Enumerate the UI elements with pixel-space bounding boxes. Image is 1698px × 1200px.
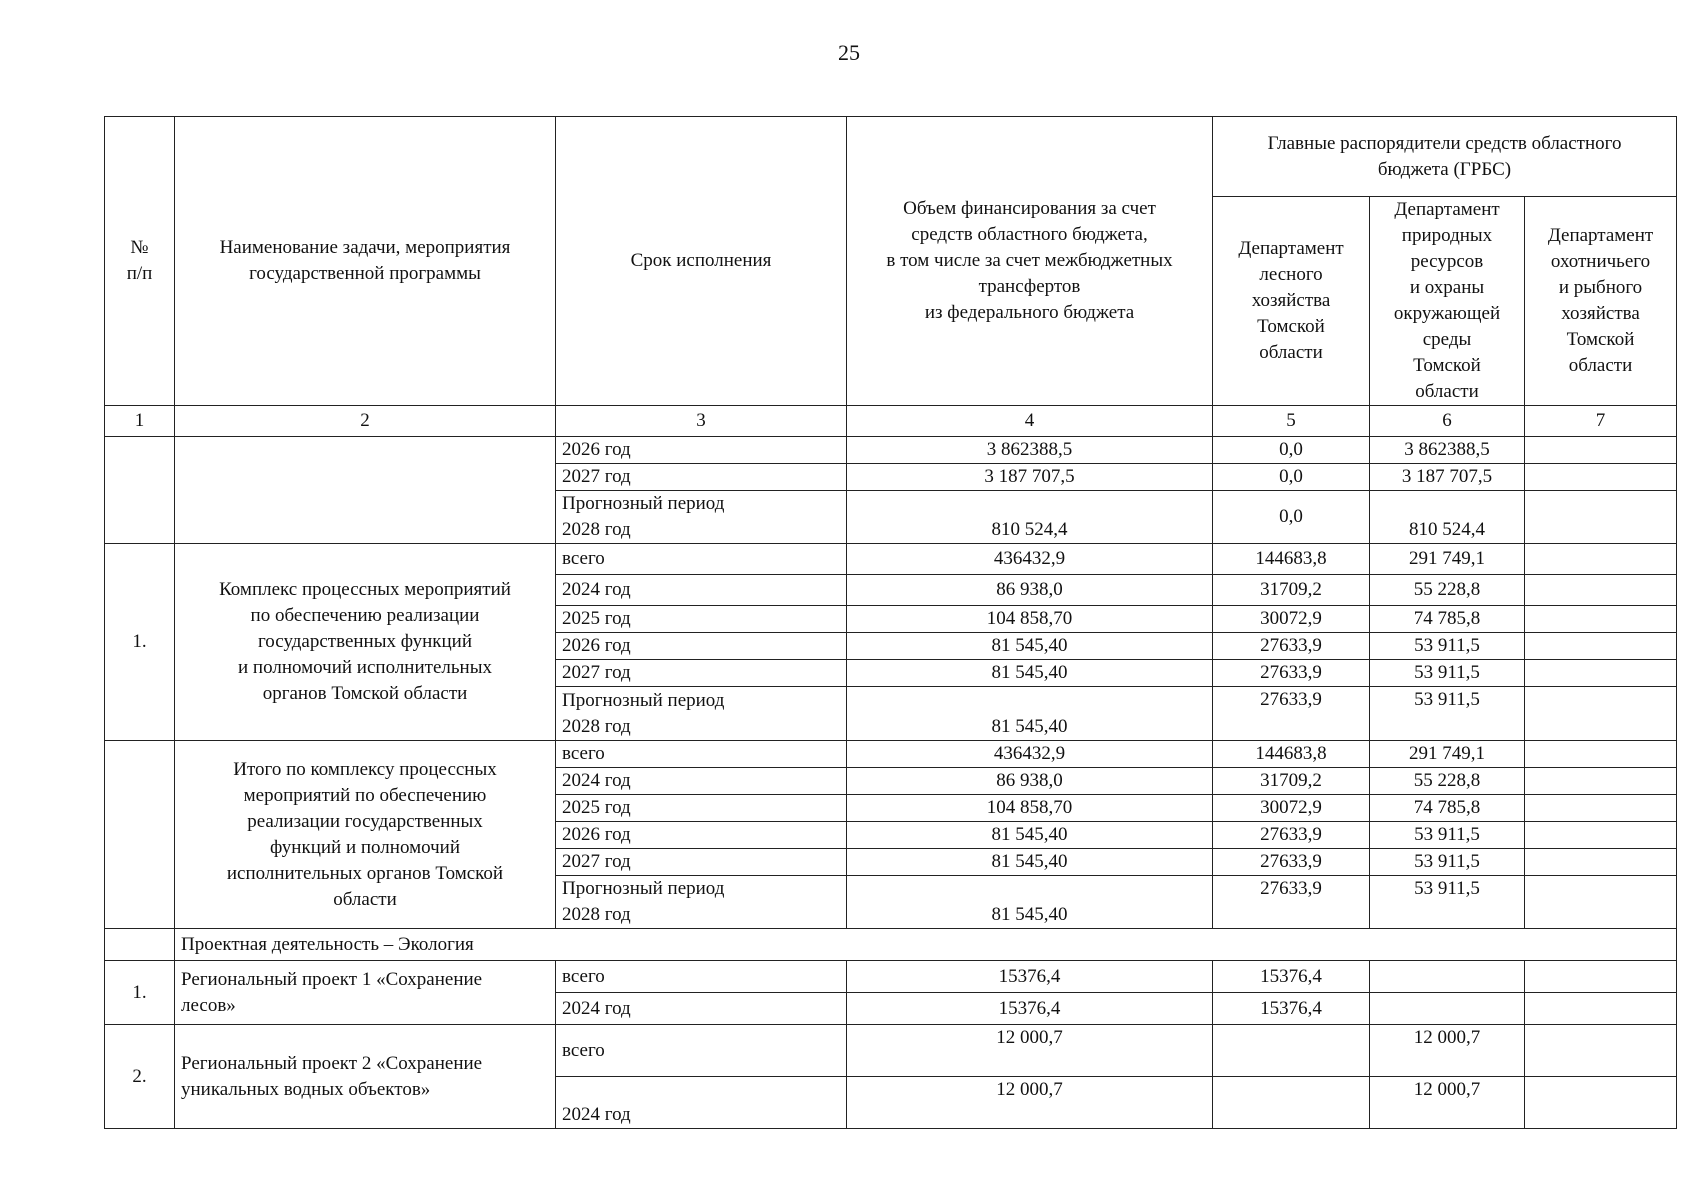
dept-forest-cell: 27633,9 (1213, 849, 1370, 876)
dept-hunting-cell (1525, 822, 1677, 849)
header-grbs: Главные распорядители средств областного бюджета (ГРБС) (1213, 117, 1677, 197)
dept-forest-cell: 31709,2 (1213, 575, 1370, 606)
volume-cell: 436432,9 (847, 741, 1213, 768)
term-cell: 2026 год (556, 633, 847, 660)
col-index-6: 6 (1370, 406, 1525, 437)
dept-nature-cell (1370, 993, 1525, 1025)
dept-nature-cell: 3 862388,5 (1370, 437, 1525, 464)
term-cell: 2024 год (556, 768, 847, 795)
dept-nature-cell: 3 187 707,5 (1370, 464, 1525, 491)
dept-forest-cell: 30072,9 (1213, 606, 1370, 633)
dept-forest-cell: 27633,9 (1213, 876, 1370, 929)
cont-num-cell (105, 437, 175, 544)
total-name: Итого по комплексу процессных мероприятий по обеспечению реализации государственных функций и полномочий исполнительных органов Томской области (175, 741, 556, 929)
section-title: Проектная деятельность – Экология (175, 929, 1677, 961)
term-cell: 2027 год (556, 849, 847, 876)
term-cell: 2024 год (556, 575, 847, 606)
dept-hunting-cell (1525, 741, 1677, 768)
term-cell: всего (556, 741, 847, 768)
term-cell: 2026 год (556, 437, 847, 464)
col-index-1: 1 (105, 406, 175, 437)
dept-nature-cell: 53 911,5 (1370, 687, 1525, 741)
column-index-row (105, 406, 1677, 437)
table-row (105, 544, 1677, 575)
dept-hunting-cell (1525, 768, 1677, 795)
term-cell: Прогнозный период 2028 год (556, 491, 847, 544)
term-cell: 2027 год (556, 660, 847, 687)
volume-cell: 81 545,40 (847, 876, 1213, 929)
dept-forest-cell: 144683,8 (1213, 741, 1370, 768)
dept-nature-cell: 810 524,4 (1370, 491, 1525, 544)
cont-name-cell (175, 437, 556, 544)
dept-nature-cell: 55 228,8 (1370, 768, 1525, 795)
dept-nature-cell: 12 000,7 (1370, 1077, 1525, 1129)
dept-hunting-cell (1525, 1077, 1677, 1129)
dept-forest-cell (1213, 1077, 1370, 1129)
dept-hunting-cell (1525, 1025, 1677, 1077)
header-term: Срок исполнения (556, 117, 847, 406)
dept-forest-cell: 0,0 (1213, 464, 1370, 491)
total-num-cell (105, 741, 175, 929)
dept-nature-cell: 53 911,5 (1370, 849, 1525, 876)
dept-hunting-cell (1525, 660, 1677, 687)
term-cell: всего (556, 961, 847, 993)
col-index-2: 2 (175, 406, 556, 437)
header-name: Наименование задачи, мероприятия государственной программы (175, 117, 556, 406)
term-cell: 2025 год (556, 795, 847, 822)
term-cell: всего (556, 1025, 847, 1077)
header-dept-nature: Департамент природных ресурсов и охраны окружающей среды Томской области (1370, 197, 1525, 406)
term-cell: 2024 год (556, 993, 847, 1025)
table-row (105, 961, 1677, 993)
dept-hunting-cell (1525, 795, 1677, 822)
dept-hunting-cell (1525, 491, 1677, 544)
dept-hunting-cell (1525, 633, 1677, 660)
header-dept-hunting: Департамент охотничьего и рыбного хозяйства Томской области (1525, 197, 1677, 406)
volume-cell: 81 545,40 (847, 849, 1213, 876)
volume-cell: 810 524,4 (847, 491, 1213, 544)
dept-forest-cell: 27633,9 (1213, 633, 1370, 660)
term-cell: всего (556, 544, 847, 575)
dept-hunting-cell (1525, 993, 1677, 1025)
dept-forest-cell: 0,0 (1213, 491, 1370, 544)
volume-cell: 436432,9 (847, 544, 1213, 575)
volume-cell: 86 938,0 (847, 768, 1213, 795)
volume-cell: 81 545,40 (847, 687, 1213, 741)
volume-cell: 86 938,0 (847, 575, 1213, 606)
project-name: Региональный проект 2 «Сохранение уникальных водных объектов» (175, 1025, 556, 1129)
row-number: 2. (105, 1025, 175, 1129)
header-num: № п/п (105, 117, 175, 406)
dept-nature-cell: 53 911,5 (1370, 633, 1525, 660)
dept-hunting-cell (1525, 961, 1677, 993)
volume-cell: 15376,4 (847, 993, 1213, 1025)
page-number: 25 (838, 40, 860, 65)
col-index-4: 4 (847, 406, 1213, 437)
dept-forest-cell: 31709,2 (1213, 768, 1370, 795)
dept-forest-cell: 27633,9 (1213, 687, 1370, 741)
dept-nature-cell: 53 911,5 (1370, 876, 1525, 929)
dept-forest-cell: 0,0 (1213, 437, 1370, 464)
volume-cell: 3 862388,5 (847, 437, 1213, 464)
dept-hunting-cell (1525, 464, 1677, 491)
dept-nature-cell: 74 785,8 (1370, 795, 1525, 822)
row-number: 1. (105, 961, 175, 1025)
header-row (105, 117, 1677, 197)
dept-hunting-cell (1525, 876, 1677, 929)
volume-cell: 81 545,40 (847, 822, 1213, 849)
term-cell: 2025 год (556, 606, 847, 633)
header-dept-forest: Департамент лесного хозяйства Томской области (1213, 197, 1370, 406)
header-volume: Объем финансирования за счет средств областного бюджета, в том числе за счет межбюджетных трансфертов из федерального бюджета (847, 117, 1213, 406)
dept-hunting-cell (1525, 849, 1677, 876)
dept-hunting-cell (1525, 606, 1677, 633)
task-name: Комплекс процессных мероприятий по обеспечению реализации государственных функций и полномочий исполнительных органов Томской области (175, 544, 556, 741)
volume-cell: 104 858,70 (847, 606, 1213, 633)
term-cell: 2027 год (556, 464, 847, 491)
table-row (105, 741, 1677, 768)
table-row (105, 1025, 1677, 1077)
dept-nature-cell: 55 228,8 (1370, 575, 1525, 606)
project-name: Региональный проект 1 «Сохранение лесов» (175, 961, 556, 1025)
volume-cell: 12 000,7 (847, 1025, 1213, 1077)
term-cell: 2024 год (556, 1077, 847, 1129)
dept-hunting-cell (1525, 575, 1677, 606)
dept-nature-cell (1370, 961, 1525, 993)
dept-nature-cell: 291 749,1 (1370, 544, 1525, 575)
dept-nature-cell: 291 749,1 (1370, 741, 1525, 768)
col-index-3: 3 (556, 406, 847, 437)
dept-nature-cell: 53 911,5 (1370, 660, 1525, 687)
term-cell: 2026 год (556, 822, 847, 849)
dept-forest-cell: 27633,9 (1213, 822, 1370, 849)
dept-forest-cell: 27633,9 (1213, 660, 1370, 687)
dept-forest-cell (1213, 1025, 1370, 1077)
dept-hunting-cell (1525, 544, 1677, 575)
volume-cell: 81 545,40 (847, 633, 1213, 660)
dept-forest-cell: 15376,4 (1213, 993, 1370, 1025)
row-number: 1. (105, 544, 175, 741)
term-cell: Прогнозный период 2028 год (556, 687, 847, 741)
term-cell: Прогнозный период 2028 год (556, 876, 847, 929)
volume-cell: 81 545,40 (847, 660, 1213, 687)
dept-forest-cell: 30072,9 (1213, 795, 1370, 822)
col-index-5: 5 (1213, 406, 1370, 437)
financing-table (104, 116, 1677, 1129)
dept-hunting-cell (1525, 687, 1677, 741)
section-row (105, 929, 1677, 961)
dept-hunting-cell (1525, 437, 1677, 464)
volume-cell: 12 000,7 (847, 1077, 1213, 1129)
dept-forest-cell: 144683,8 (1213, 544, 1370, 575)
col-index-7: 7 (1525, 406, 1677, 437)
dept-nature-cell: 74 785,8 (1370, 606, 1525, 633)
table-row (105, 437, 1677, 464)
volume-cell: 3 187 707,5 (847, 464, 1213, 491)
dept-nature-cell: 12 000,7 (1370, 1025, 1525, 1077)
dept-forest-cell: 15376,4 (1213, 961, 1370, 993)
volume-cell: 15376,4 (847, 961, 1213, 993)
volume-cell: 104 858,70 (847, 795, 1213, 822)
dept-nature-cell: 53 911,5 (1370, 822, 1525, 849)
section-num-cell (105, 929, 175, 961)
